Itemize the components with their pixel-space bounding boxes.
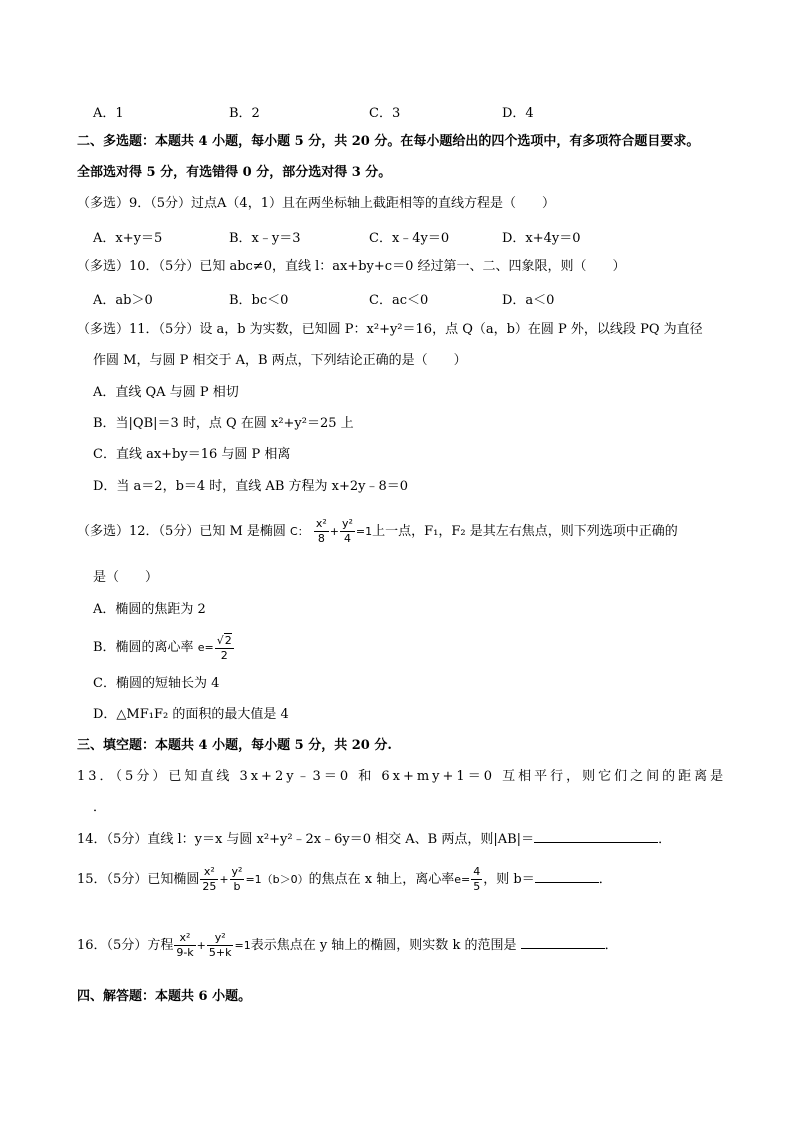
- q12-option-b-num: √2: [216, 633, 232, 647]
- q15-e-den: 5: [473, 880, 481, 893]
- q12-frac1-num: x²: [315, 517, 327, 530]
- q15-frac2-num: y²: [231, 865, 243, 878]
- q10-option-c: C．ac＜0: [369, 293, 429, 308]
- q10-option-d: D．a＜0: [502, 293, 555, 308]
- q12-frac2-den: 4: [343, 532, 351, 545]
- q8-option-d: D．4: [502, 106, 534, 121]
- q15-e-num: 4: [473, 865, 481, 878]
- q14-end: ．: [658, 832, 672, 847]
- q12-option-d: D．△MF₁F₂ 的面积的最大值是 4: [93, 707, 289, 722]
- q12-fraction-x: [314, 517, 329, 546]
- q15-cond: =1（b＞0）: [245, 873, 309, 886]
- q11-option-b: B．当|QB|＝3 时，点 Q 在圆 x²+y²＝25 上: [93, 416, 354, 431]
- q11-option-c: C．直线 ax+by＝16 与圆 P 相离: [93, 447, 291, 462]
- q15-mid: 的焦点在 x 轴上，离心率: [308, 872, 455, 887]
- q15-e-fraction: [471, 865, 482, 894]
- q9-option-a: A．x+y＝5: [93, 231, 163, 246]
- q16-frac2-num: y²: [207, 931, 234, 946]
- q12-option-b-e: e=: [197, 641, 214, 654]
- q16-frac1-num: x²: [174, 931, 195, 946]
- q12-option-c: C．椭圆的短轴长为 4: [93, 676, 220, 691]
- q8-option-a: A．1: [93, 106, 124, 121]
- q9-stem: [77, 195, 555, 213]
- q16-end: ．: [604, 938, 618, 953]
- section4-header: 四、解答题：本题共 6 小题。: [77, 989, 252, 1004]
- q15-end: ．: [598, 872, 612, 887]
- q16-frac1-den: 9-k: [176, 946, 194, 959]
- q10-option-a: A．ab＞0: [93, 293, 153, 308]
- q16-stem: 16．（5分）方程 $\frac{\text{x²}}{9-k}$ + $\frac{\text{y²}}{5+k}$ =1表示焦点在 y 轴上的椭圆，则实数 k 的范围是 ．: [77, 931, 618, 959]
- q16-prefix: 16．（5分）方程: [77, 938, 174, 953]
- q10-stem: （多选）10．（5分）已知 abc≠0，直线 l：ax+by+c＝0 经过第一、二、四象限，则（ ）: [77, 259, 626, 274]
- q9-option-d: D．x+4y＝0: [502, 231, 581, 246]
- q12-ellipse-label: C：: [290, 525, 309, 538]
- q14-text: 14．（5分）直线 l：y＝x 与圆 x²+y²﹣2x﹣6y＝0 相交 A、B 两点，则|AB|＝: [77, 832, 535, 847]
- q15-frac2-den: b: [233, 880, 241, 893]
- q15-suffix: ，则 b＝: [483, 872, 535, 887]
- q11-stem-line2: 作圆 M，与圆 P 相交于 A，B 两点，下列结论正确的是（ ）: [93, 353, 467, 368]
- q14-stem: [77, 830, 671, 849]
- q9-option-b: B．x﹣y＝3: [229, 231, 301, 246]
- q11-option-d: D．当 a＝2，b＝4 时，直线 AB 方程为 x+2y﹣8＝0: [93, 479, 409, 494]
- q13-line2: ．: [93, 800, 107, 815]
- q15-fraction-y: [230, 865, 245, 894]
- section3-header: 三、填空题：本题共 4 小题，每小题 5 分，共 20 分.: [77, 738, 392, 753]
- q15-fraction-x: [200, 865, 218, 894]
- q12-prefix: （多选）12．（5分）已知 M 是椭圆: [77, 524, 286, 539]
- q13-line1: 13．（5分）已知直线 3x+2y﹣3＝0 和 6x+my+1＝0 互相平行，则它们之间的距离是: [77, 769, 727, 784]
- q12-option-b-prefix: B．椭圆的离心率: [93, 640, 194, 655]
- q16-frac2-den: 5+k: [208, 946, 232, 959]
- q12-suffix: 上一点，F₁，F₂ 是其左右焦点，则下列选项中正确的: [372, 524, 678, 539]
- q16-fraction-x: [174, 931, 195, 960]
- q12-option-a: A．椭圆的焦距为 2: [93, 602, 206, 617]
- q16-answer-blank[interactable]: [521, 936, 605, 949]
- q12-stem-line2: 是（ ）: [93, 570, 159, 585]
- q8-option-b: B．2: [229, 106, 260, 121]
- q11-stem-line1: （多选）11．（5分）设 a，b 为实数，已知圆 P：x²+y²＝16，点 Q（a，b）在圆 P 外，以线段 PQ 为直径: [77, 322, 703, 337]
- section2-header-line1: 二、多选题：本题共 4 小题，每小题 5 分，共 20 分。在每小题给出的四个选项中，有多项符合题目要求。: [77, 134, 700, 149]
- q16-suffix: 表示焦点在 y 轴上的椭圆，则实数 k 的范围是: [250, 938, 517, 953]
- q12-option-b: [93, 630, 235, 666]
- q12-eq-suffix: =1: [355, 525, 373, 538]
- q8-option-c: C．3: [369, 106, 401, 121]
- q14-answer-blank[interactable]: [534, 830, 658, 843]
- q15-e-label: e=: [454, 873, 471, 886]
- q12-frac1-den: 8: [317, 532, 325, 545]
- q15-prefix: 15．（5分）已知椭圆: [77, 872, 200, 887]
- q16-fraction-y: [207, 931, 234, 960]
- q11-option-a: A．直线 QA 与圆 P 相切: [93, 385, 239, 400]
- q9-option-c: C．x﹣4y＝0: [369, 231, 450, 246]
- section2-header-line2: 全部选对得 5 分，有选错得 0 分，部分选对得 3 分。: [77, 165, 392, 180]
- q15-stem: 15．（5分）已知椭圆 $\frac{\text{x²}}{25}$ + $\frac{\text{y²}}{b}$ =1（b＞0）的焦点在 x 轴上，离心率e= $\frac{4}{5}$ ，则 b＝ ．: [77, 865, 612, 893]
- q16-eq: =1: [234, 939, 251, 952]
- q15-frac1-den: 25: [202, 880, 217, 893]
- q12-stem-line1: （多选）12．（5分）已知 M 是椭圆 C： $\frac{\text{x²}}{8}$ + $\frac{\text{y²}}{4}$ =1上一点，F₁，F₂ 是其左右焦点，则下列选项中正确的: [77, 517, 678, 545]
- q12-option-b-den: 2: [220, 648, 228, 662]
- q15-answer-blank[interactable]: [535, 870, 599, 883]
- q15-frac1-num: x²: [200, 865, 218, 880]
- q9-prefix: （多选）9．（5分）过点: [77, 196, 218, 211]
- q10-option-b: B．bc＜0: [229, 293, 289, 308]
- q12-option-b-fraction: [215, 633, 234, 663]
- q12-frac2-num: y²: [342, 517, 353, 530]
- q12-fraction-y: [340, 517, 355, 546]
- q9-text: A（4，1）且在两坐标轴上截距相等的直线方程是（ ）: [217, 196, 555, 211]
